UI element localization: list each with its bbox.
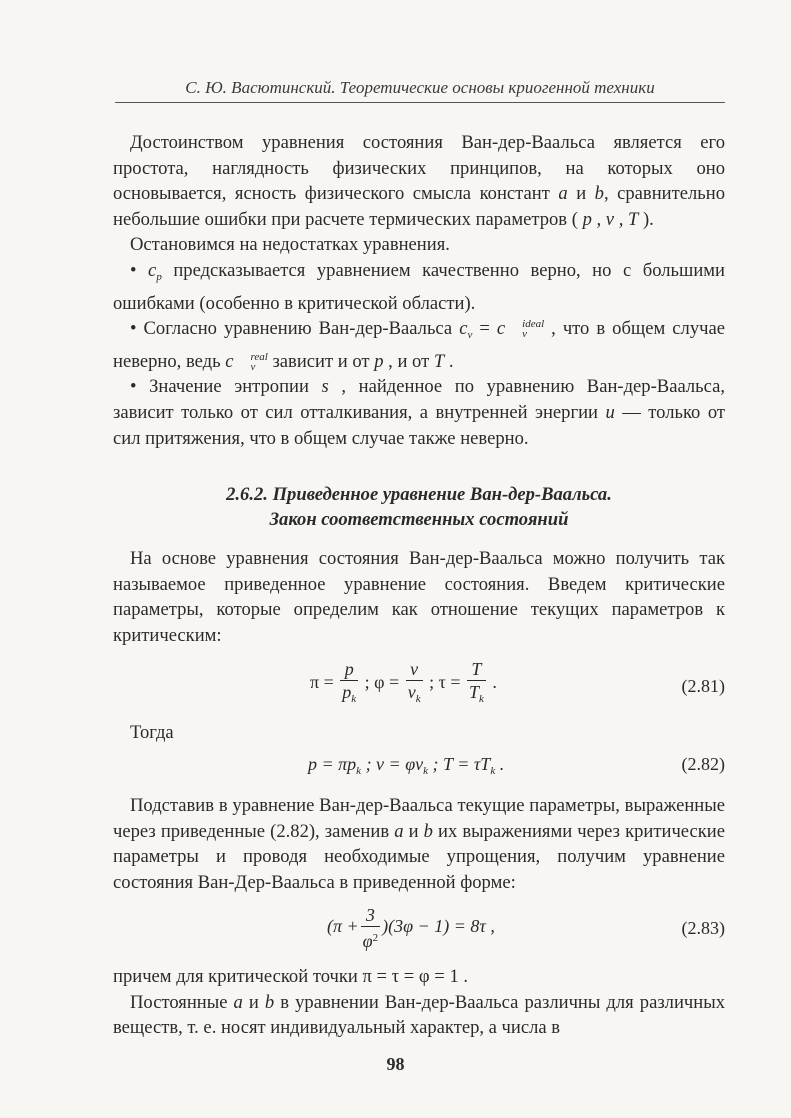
paragraph-advantages: Достоинством уравнения состояния Ван-дер-Ваальса является его простота, наглядность физических принципов, на которых оно основывается, ясность физического смысла констант a и b, сравнительно небольшие ошибки при расчете термических параметров ( p , v , T ). xyxy=(113,132,726,230)
equation-2-81-formula: π = $\frac{p}{p_k}$ ; φ = $\frac{v}{v_k}$ ; τ = $\frac{T}{T_k}$ . xyxy=(310,659,497,705)
section-heading xyxy=(113,482,725,532)
equation-2-83-formula: (π + $\frac{3}{\varphi^2}$ )(3φ − 1) = 8τ , xyxy=(327,905,495,951)
text-block-then xyxy=(113,720,725,746)
header-rule xyxy=(115,102,725,103)
paragraph-substitution: Подставив в уравнение Ван-дер-Ваальса текущие параметры, выраженные через приведенные (2.82), заменив a и b их выражениями через критические параметры и проводя необходимые упрощения, получим уравнение состояния Ван-Дер-Ваальса в приведенной форме: xyxy=(113,795,726,893)
text-block-intro xyxy=(113,130,725,451)
running-head: С. Ю. Васютинский. Теоретические основы криогенной техники xyxy=(185,78,655,97)
bullet-cv: • Согласно уравнению Ван-дер-Ваальса $c_v = c$ ideal v , что в общем случае неверно, ведь c real v зависит и от p , и от T . xyxy=(113,318,725,373)
paragraph-critical-point: причем для критической точки π = τ = φ = 1 . xyxy=(113,966,469,987)
bullet-entropy: • Значение энтропии s , найденное по уравнению Ван-дер-Ваальса, зависит только от сил отталкивания, а внутренней энергии u — только от сил притяжения, что в общем случае также неверно. xyxy=(113,376,726,449)
text-block-final xyxy=(113,964,725,1041)
equation-2-82-formula: $p = \pi p_k$ ; $v = \varphi v_k$ ; $T = \tau T_k$ . xyxy=(308,754,505,777)
paragraph-reduced-intro: На основе уравнения состояния Ван-дер-Ваальса можно получить так называемое приведенное уравнение состояния. Введем критические параметры, которые определим как отношение текущих параметров к критическим: xyxy=(113,548,725,646)
section-heading-line1: 2.6.2. Приведенное уравнение Ван-дер-Ваальса. xyxy=(226,484,612,505)
paragraph-drawbacks-intro: Остановимся на недостатках уравнения. xyxy=(130,234,450,256)
bullet-cp: • $c_p$ предсказывается уравнением качественно верно, но с большими ошибками (особенно в критической области). xyxy=(113,259,725,314)
page-number: 98 xyxy=(386,1054,405,1074)
paragraph-constants: Постоянные a и b в уравнении Ван-дер-Ваальса различны для различных веществ, т. е. носят индивидуальный характер, а числа в xyxy=(113,991,725,1039)
paragraph-then: Тогда xyxy=(130,722,174,743)
equation-2-82-number: (2.82) xyxy=(681,754,725,774)
text-block-substitution xyxy=(113,793,725,895)
equation-2-81 xyxy=(113,658,725,720)
equation-2-81-number: (2.81) xyxy=(681,676,725,696)
equation-2-83-number: (2.83) xyxy=(681,918,725,938)
section-heading-line2: Закон соответственных состояний xyxy=(269,509,569,530)
text-block-reduced xyxy=(113,546,725,648)
equation-2-82 xyxy=(113,754,725,782)
equation-2-83 xyxy=(113,904,725,958)
